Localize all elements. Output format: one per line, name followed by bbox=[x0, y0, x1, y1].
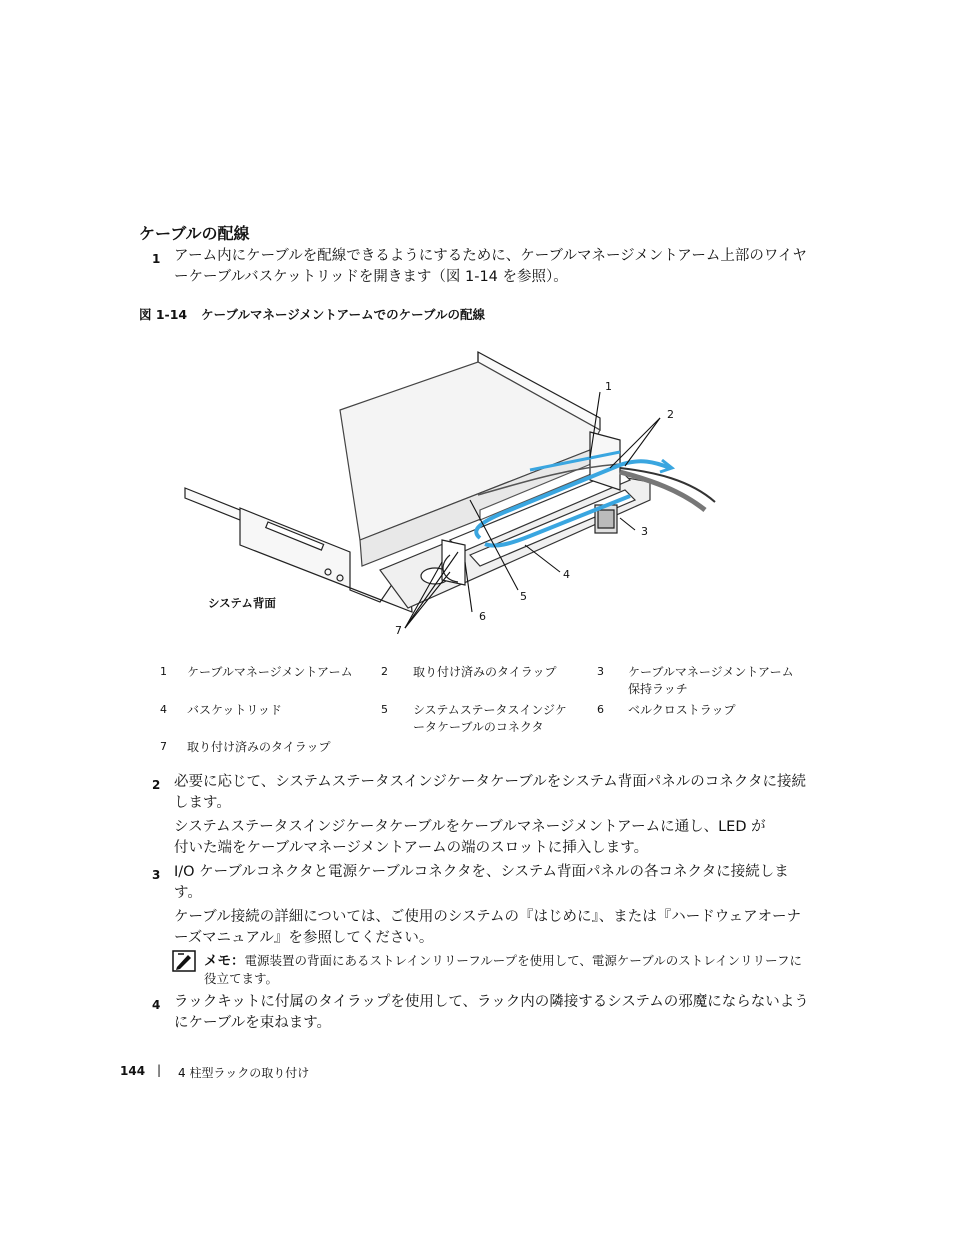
legend-num-3: 3 bbox=[597, 665, 604, 678]
note-pencil-icon bbox=[172, 950, 196, 972]
legend-num-7: 7 bbox=[160, 740, 167, 753]
note bbox=[204, 952, 814, 988]
legend-text-3: ケーブルマネージメントアーム保持ラッチ bbox=[628, 665, 794, 696]
legend-text-7: 取り付け済みのタイラップ bbox=[187, 740, 331, 754]
figure-caption bbox=[139, 305, 485, 323]
step-3-text: I/O ケーブルコネクタと電源ケーブルコネクタを、システム背面パネルの各コネクタに接続します。 bbox=[174, 864, 789, 901]
callout-6: 6 bbox=[479, 610, 486, 623]
note-label: メモ： bbox=[204, 953, 245, 969]
step-1-text: アーム内にケーブルを配線できるようにするために、ケーブルマネージメントアーム上部のワイヤーケーブルバスケットリッドを開きます（図 1-14 を参照）。 bbox=[174, 248, 807, 285]
legend-text-4: バスケットリッド bbox=[187, 703, 282, 717]
chapter-title: 4 柱型ラックの取り付け bbox=[178, 1066, 310, 1080]
callout-1: 1 bbox=[605, 380, 612, 393]
callout-5: 5 bbox=[520, 590, 527, 603]
section-heading: ケーブルの配線 bbox=[139, 224, 250, 243]
footer-separator: | bbox=[157, 1063, 162, 1077]
legend-num-6: 6 bbox=[597, 703, 604, 716]
callout-3: 3 bbox=[641, 525, 648, 538]
step-2-subtext: システムステータスインジケータケーブルをケーブルマネージメントアームに通し、LED が付いた端をケーブルマネージメントアームの端のスロットに挿入します。 bbox=[174, 819, 766, 856]
note-text: 電源装置の背面にあるストレインリリーフループを使用して、電源ケーブルのストレインリリーフに役立てます。 bbox=[204, 953, 803, 986]
callout-2: 2 bbox=[667, 408, 674, 421]
legend-text-5: システムステータスインジケータケーブルのコネクタ bbox=[413, 703, 567, 734]
step-2-number: 2 bbox=[152, 778, 161, 792]
legend-num-1: 1 bbox=[160, 665, 167, 678]
callout-4: 4 bbox=[563, 568, 570, 581]
legend-text-6: ベルクロストラップ bbox=[628, 703, 736, 717]
legend-text-1: ケーブルマネージメントアーム bbox=[187, 665, 353, 679]
figure-number: 図 1-14 bbox=[139, 307, 188, 322]
step-4-text: ラックキットに付属のタイラップを使用して、ラック内の隣接するシステムの邪魔にならないようにケーブルを束ねます。 bbox=[174, 994, 809, 1031]
step-3-number: 3 bbox=[152, 868, 161, 882]
legend-num-5: 5 bbox=[381, 703, 388, 716]
step-1-number: 1 bbox=[152, 252, 161, 266]
step-4-number: 4 bbox=[152, 998, 161, 1012]
figure-title: ケーブルマネージメントアームでのケーブルの配線 bbox=[201, 307, 486, 322]
page-number: 144 bbox=[120, 1064, 146, 1078]
callout-7: 7 bbox=[395, 624, 402, 637]
legend-num-4: 4 bbox=[160, 703, 167, 716]
system-back-label: システム背面 bbox=[208, 596, 276, 610]
legend-num-2: 2 bbox=[381, 665, 388, 678]
step-3-subtext: ケーブル接続の詳細については、ご使用のシステムの『はじめに』、または『ハードウェアオーナーズマニュアル』を参照してください。 bbox=[174, 909, 801, 946]
legend-text-2: 取り付け済みのタイラップ bbox=[413, 665, 557, 679]
step-2-text: 必要に応じて、システムステータスインジケータケーブルをシステム背面パネルのコネクタに接続します。 bbox=[174, 774, 806, 811]
